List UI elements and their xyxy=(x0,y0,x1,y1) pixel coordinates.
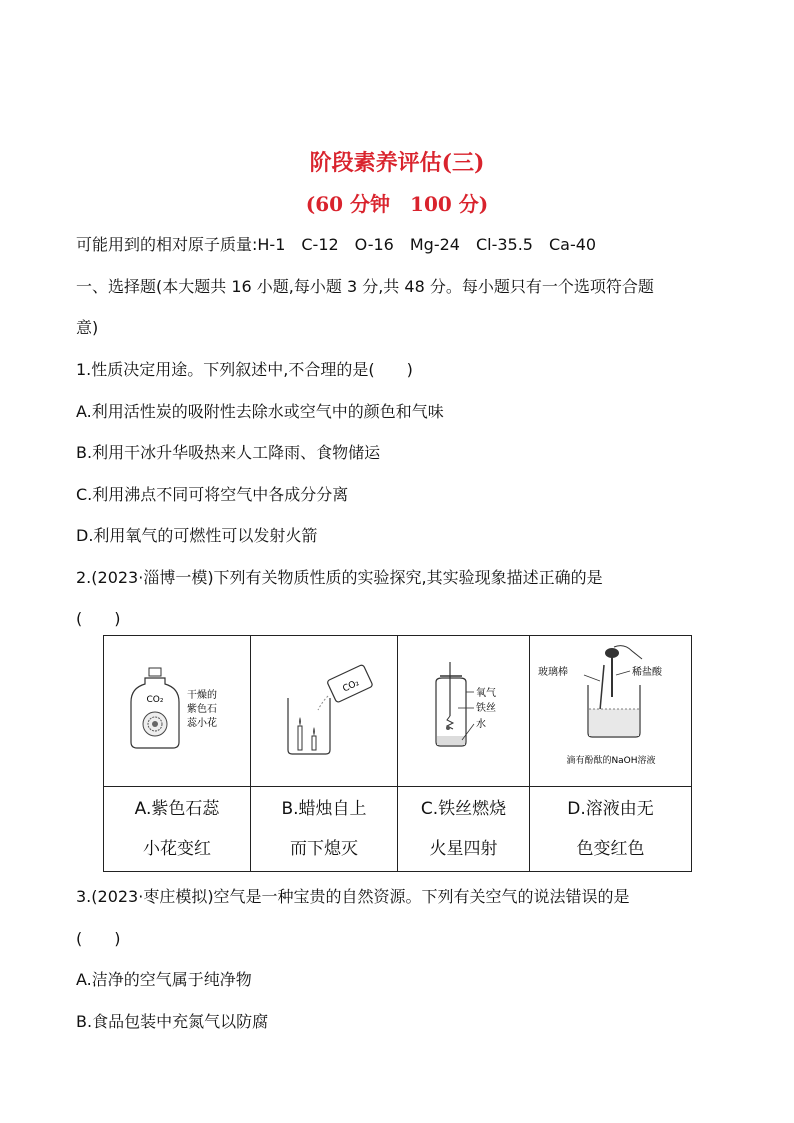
q3-option-a: A.洁净的空气属于纯净物 xyxy=(76,970,252,989)
figure-c-label-3: 水 xyxy=(475,719,486,730)
caption-d-line-1: D.溶液由无 xyxy=(567,799,654,819)
figure-d-solution-label: 滴有酚酞的NaOH溶液 xyxy=(565,756,656,766)
q2-stem-line-2: ( ) xyxy=(76,609,121,628)
q3-stem-line-1: 3.(2023·枣庄模拟)空气是一种宝贵的自然资源。下列有关空气的说法错误的是 xyxy=(76,887,630,906)
acid-base-titration-figure xyxy=(532,641,690,781)
q3-option-b: B.食品包装中充氮气以防腐 xyxy=(76,1012,269,1031)
figure-d-cell xyxy=(530,636,692,787)
caption-c-line-2: 火星四射 xyxy=(429,839,498,859)
figure-b-co2-label: CO₂ xyxy=(341,678,361,695)
page-subtitle: (60 分钟 100 分) xyxy=(305,192,489,216)
q1-option-d: D.利用氧气的可燃性可以发射火箭 xyxy=(76,526,318,545)
figure-a-label-2: 紫色石 xyxy=(187,704,217,715)
q3-stem-line-2: ( ) xyxy=(76,929,121,948)
q1-stem: 1.性质决定用途。下列叙述中,不合理的是( ) xyxy=(76,360,413,379)
figure-a-label-3: 蕊小花 xyxy=(187,718,217,729)
figure-c-cell xyxy=(398,636,530,787)
caption-d-line-2: 色变红色 xyxy=(576,839,645,859)
figure-a-co2-label: CO₂ xyxy=(146,695,164,705)
page-title: 阶段素养评估(三) xyxy=(309,150,485,176)
section-intro-line-1: 一、选择题(本大题共 16 小题,每小题 3 分,共 48 分。每小题只有一个选项符合题 xyxy=(76,277,654,296)
figure-a-label-1: 干燥的 xyxy=(187,690,217,701)
caption-c-line-1: C.铁丝燃烧 xyxy=(420,799,507,819)
figure-a-cell xyxy=(104,636,251,787)
candle-beaker-figure xyxy=(254,656,394,766)
section-intro-line-2: 意) xyxy=(76,318,99,337)
q1-option-b: B.利用干冰升华吸热来人工降雨、食物储运 xyxy=(76,443,381,462)
q1-option-a: A.利用活性炭的吸附性去除水或空气中的颜色和气味 xyxy=(76,402,444,421)
figure-b-cell xyxy=(251,636,398,787)
iron-wire-oxygen-figure xyxy=(400,656,528,766)
caption-b-line-1: B.蜡烛自上 xyxy=(281,799,367,819)
caption-a-line-2: 小花变红 xyxy=(143,839,211,859)
caption-c xyxy=(398,787,530,872)
atomic-mass-line: 可能用到的相对原子质量:H-1 C-12 O-16 Mg-24 Cl-35.5 Ca-40 xyxy=(76,235,597,254)
figure-c-label-2: 铁丝 xyxy=(475,703,496,714)
caption-b-line-2: 而下熄灭 xyxy=(290,839,358,859)
caption-a-line-1: A.紫色石蕊 xyxy=(134,799,220,819)
q1-option-c: C.利用沸点不同可将空气中各成分分离 xyxy=(76,485,349,504)
caption-b xyxy=(251,787,398,872)
figure-d-acid-label: 稀盐酸 xyxy=(631,667,662,678)
q2-figure-table xyxy=(103,635,692,872)
caption-d xyxy=(530,787,692,872)
co2-bottle-flower-figure xyxy=(107,656,247,766)
figure-d-rod-label: 玻璃棒 xyxy=(537,667,568,678)
q2-stem-line-1: 2.(2023·淄博一模)下列有关物质性质的实验探究,其实验现象描述正确的是 xyxy=(76,568,603,587)
figure-c-label-1: 氧气 xyxy=(475,688,496,699)
caption-a xyxy=(104,787,251,872)
